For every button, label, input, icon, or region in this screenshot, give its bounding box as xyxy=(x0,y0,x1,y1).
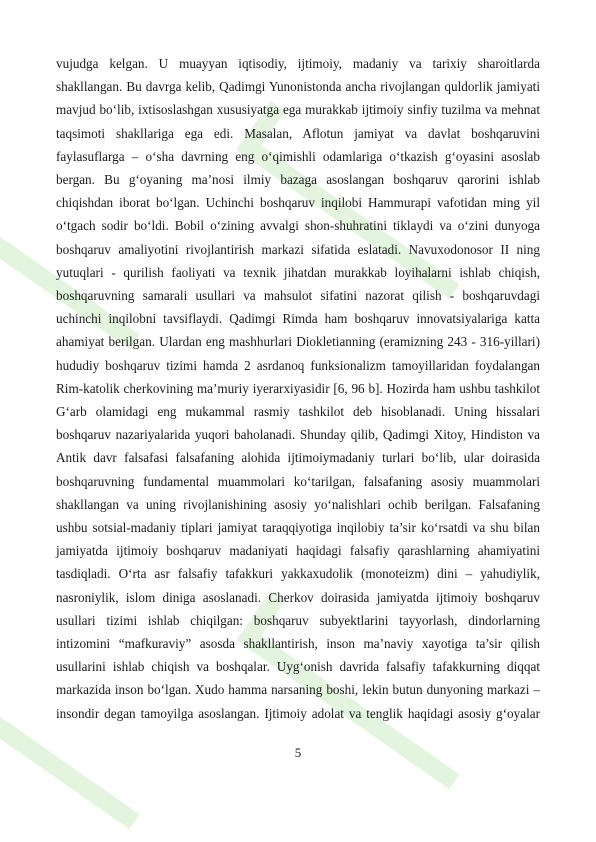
text-line: hududiy boshqaruv tizimi hamda 2 asrdanoq funksionalizm tamoyillaridan foydalangan xyxy=(56,357,540,373)
text-line: taqsimoti shakllariga ega edi. Masalan, Aflotun jamiyat va davlat boshqaruvini xyxy=(56,125,540,141)
text-line: shakllangan. Bu davrga kelib, Qadimgi Yunonistonda ancha rivojlangan quldorlik jamiyati xyxy=(56,79,540,95)
page-number: 5 xyxy=(294,745,302,760)
text-line: tasdiqladi. O‘rta asr falsafiy tafakkuri yakkaxudolik (monoteizm) dini – yahudiylik, xyxy=(56,566,540,582)
text-line: boshqaruv amaliyotini rivojlantirish markazi sifatida eslatadi. Navuxodonosor II ning xyxy=(56,241,540,257)
text-line: Antik davr falsafasi falsafaning alohida ijtimoiymadaniy turlari bo‘lib, ular doirasida xyxy=(56,450,540,466)
text-line: jamiyatda ijtimoiy boshqaruv madaniyati haqidagi falsafiy qarashlarning ahamiyatini xyxy=(56,543,540,559)
text-line: boshqaruvning samarali usullari va mahsulot sifatini nazorat qilish - boshqaruvdagi xyxy=(56,288,540,304)
text-line: nasroniylik, islom diniga asoslanadi. Cherkov doirasida jamiyatda ijtimoiy boshqaruv xyxy=(56,589,540,605)
text-line: boshqaruvning fundamental muammolari ko‘tarilgan, falsafaning asosiy muammolari xyxy=(56,473,540,489)
text-line: ahamiyat berilgan. Ulardan eng mashhurlari Diokletianning (eramizning 243 - 316-yillari) xyxy=(56,334,540,350)
text-line: G‘arb olamidagi eng mukammal rasmiy tashkilot deb hisoblanadi. Uning hissalari xyxy=(56,404,540,420)
text-line: bergan. Bu g‘oyaning ma’nosi ilmiy bazaga asoslangan boshqaruv qarorini ishlab xyxy=(56,172,540,188)
text-line: uchinchi inqilobni tavsiflaydi. Qadimgi Rimda ham boshqaruv innovatsiyalariga katta xyxy=(56,311,540,327)
text-line: o‘tgach sodir bo‘ldi. Bobil o‘zining avvalgi shon-shuhratini tiklaydi va o‘zini dunyoga xyxy=(56,218,540,234)
text-line: usullari tizimi ishlab chiqilgan: boshqaruv subyektlarini tayyorlash, dindorlarning xyxy=(56,612,540,628)
text-line: insondir degan tamoyilga asoslangan. Ijtimoiy adolat va tenglik haqidagi asosiy g‘oyalar xyxy=(56,705,540,721)
text-line: faylasuflarga – o‘sha davrning eng o‘qimishli odamlariga o‘tkazish g‘oyasini asoslab xyxy=(56,148,540,164)
text-line: ushbu sotsial-madaniy tiplari jamiyat taraqqiyotiga inqilobiy ta’sir ko‘rsatdi va shu bilan xyxy=(56,520,540,536)
text-line: markazida inson bo‘lgan. Xudo hamma narsaning boshi, lekin butun dunyoning markazi – xyxy=(56,682,540,698)
text-line: chiqishdan iborat bo‘lgan. Uchinchi boshqaruv inqilobi Hammurapi vafotidan ming yil xyxy=(56,195,540,211)
text-line: vujudga kelgan. U muayyan iqtisodiy, ijtimoiy, madaniy va tarixiy sharoitlarda xyxy=(56,56,540,71)
body-paragraph xyxy=(56,52,540,725)
text-line: boshqaruv nazariyalarida yuqori baholanadi. Shunday qilib, Qadimgi Xitoy, Hindiston va xyxy=(56,427,540,443)
text-line: mavjud bo‘lib, ixtisoslashgan xususiyatga ega murakkab ijtimoiy sinfiy tuzilma va mehnat xyxy=(56,102,540,118)
text-line: intizomini “mafkuraviy” asosda shakllantirish, inson ma’naviy xayotiga ta’sir qilish xyxy=(56,636,540,652)
text-line: shakllangan va uning rivojlanishining asosiy yo‘nalishlari ochib berilgan. Falsafaning xyxy=(56,496,540,512)
text-line: Rim-katolik cherkovining ma’muriy iyerarxiyasidir [6, 96 b]. Hozirda ham ushbu tashkilot xyxy=(56,380,540,396)
text-line: yutuqlari - qurilish faoliyati va texnik jihatdan murakkab loyihalarni ishlab chiqish, xyxy=(56,264,540,280)
text-line: usullarini ishlab chiqish va boshqalar. Uyg‘onish davrida falsafiy tafakkurning diqqat xyxy=(56,659,540,675)
